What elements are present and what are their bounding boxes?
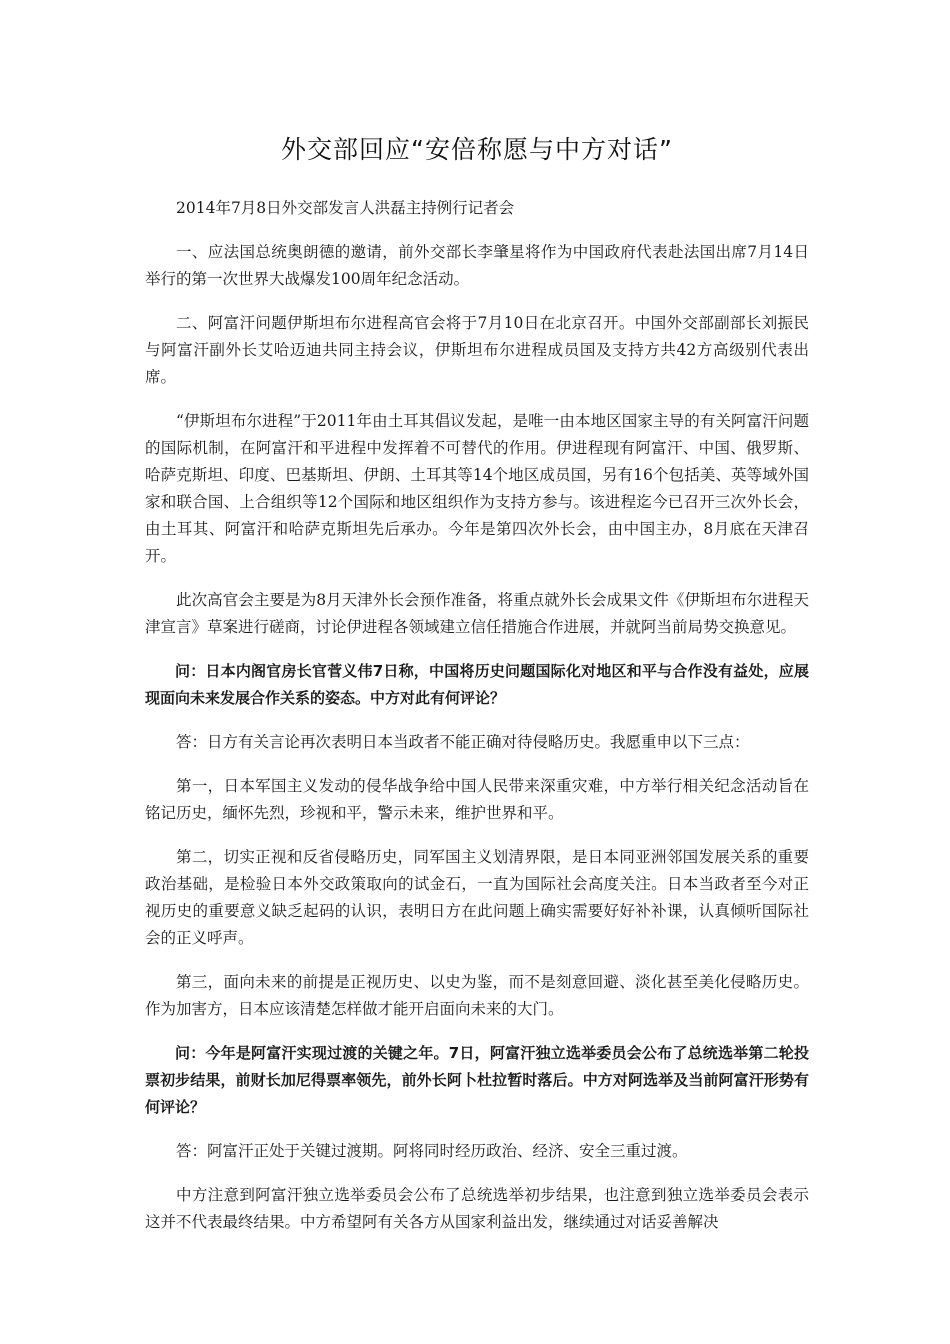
answer-afghanistan-intro: 答：阿富汗正处于关键过渡期。阿将同时经历政治、经济、安全三重过渡。	[176, 1142, 688, 1160]
document-body	[145, 195, 809, 1236]
paragraph-item-two: 二、阿富汗问题伊斯坦布尔进程高官会将于7月10日在北京召开。中国外交部副部长刘振民与阿富汗副外长艾哈迈迪共同主持会议，伊斯坦布尔进程成员国及支持方共42方高级别代表出席。	[145, 314, 809, 386]
paragraph-date-line: 2014年7月8日外交部发言人洪磊主持例行记者会	[176, 199, 515, 217]
paragraph-istanbul-process: “伊斯坦布尔进程”于2011年由土耳其倡议发起，是唯一由本地区国家主导的有关阿富汗问题的国际机制，在阿富汗和平进程中发挥着不可替代的作用。伊进程现有阿富汗、中国、俄罗斯、哈萨克斯坦、印度、巴基斯坦、伊朗、土耳其等14个地区成员国，另有16个包括美、英等域外国家和联合国、上合组织等12个国际和地区组织作为支持方参与。该进程迄今已召开三次外长会，由土耳其、阿富汗和哈萨克斯坦先后承办。今年是第四次外长会，由中国主办，8月底在天津召开。	[145, 412, 809, 565]
question-japan: 问：日本内阁官房长官菅义伟7日称，中国将历史问题国际化对地区和平与合作没有益处，应展现面向未来发展合作关系的姿态。中方对此有何评论？	[145, 662, 809, 707]
document-page	[145, 132, 809, 1253]
paragraph-senior-officials-meeting: 此次高官会主要是为8月天津外长会预作准备，将重点就外长会成果文件《伊斯坦布尔进程天津宣言》草案进行磋商，讨论伊进程各领域建立信任措施合作进展，并就阿当前局势交换意见。	[145, 591, 809, 636]
answer-japan-point-three: 第三，面向未来的前提是正视历史、以史为鉴，而不是刻意回避、淡化甚至美化侵略历史。作为加害方，日本应该清楚怎样做才能开启面向未来的大门。	[145, 973, 809, 1018]
answer-japan-point-two: 第二，切实正视和反省侵略历史，同军国主义划清界限，是日本同亚洲邻国发展关系的重要政治基础，是检验日本外交政策取向的试金石，一直为国际社会高度关注。日本当政者至今对正视历史的重要意义缺乏起码的认识，表明日方在此问题上确实需要好好补补课，认真倾听国际社会的正义呼声。	[145, 848, 809, 947]
answer-japan-point-one: 第一，日本军国主义发动的侵华战争给中国人民带来深重灾难，中方举行相关纪念活动旨在铭记历史，缅怀先烈，珍视和平，警示未来，维护世界和平。	[145, 777, 809, 822]
paragraph-item-one: 一、应法国总统奥朗德的邀请，前外交部长李肇星将作为中国政府代表赴法国出席7月14日举行的第一次世界大战爆发100周年纪念活动。	[145, 243, 809, 288]
answer-afghanistan-election: 中方注意到阿富汗独立选举委员会公布了总统选举初步结果，也注意到独立选举委员会表示这并不代表最终结果。中方希望阿有关各方从国家利益出发，继续通过对话妥善解决	[145, 1186, 809, 1231]
answer-japan-intro: 答：日方有关言论再次表明日本当政者不能正确对待侵略历史。我愿重申以下三点：	[176, 733, 750, 751]
question-afghanistan: 问：今年是阿富汗实现过渡的关键之年。7日，阿富汗独立选举委员会公布了总统选举第二轮投票初步结果，前财长加尼得票率领先，前外长阿卜杜拉暂时落后。中方对阿选举及当前阿富汗形势有何评论？	[145, 1044, 809, 1116]
document-title: 外交部回应“安倍称愿与中方对话”	[281, 135, 673, 164]
